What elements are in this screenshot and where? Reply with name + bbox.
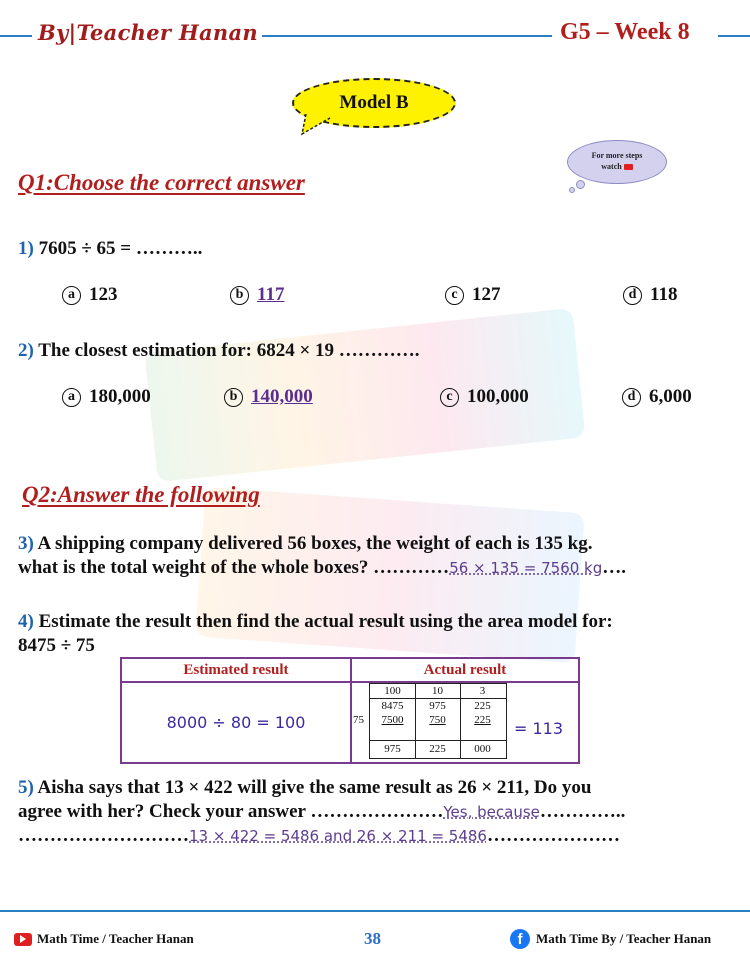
cloud-dot-1 bbox=[576, 180, 585, 189]
question-5-line3-start: ……………………… bbox=[18, 825, 189, 846]
question-4-line2: 8475 ÷ 75 bbox=[18, 635, 95, 656]
quotient-cell: 100 bbox=[384, 685, 401, 697]
dividend-cell: 975 bbox=[429, 700, 446, 712]
option-value: 180,000 bbox=[89, 386, 151, 407]
facebook-icon: f bbox=[510, 929, 530, 949]
youtube-icon bbox=[624, 164, 633, 170]
option-letter: a bbox=[62, 388, 81, 407]
q2-option-c[interactable] bbox=[440, 386, 529, 408]
option-letter: d bbox=[622, 388, 641, 407]
product-cell: 750 bbox=[429, 714, 446, 726]
question-5-line1: Aisha says that 13 × 422 will give the same result as 26 × 211, Do you bbox=[37, 777, 592, 798]
question-5-line3-end: ………………… bbox=[486, 825, 620, 846]
page-number: 38 bbox=[364, 929, 381, 948]
footer-facebook-text: Math Time By / Teacher Hanan bbox=[536, 931, 712, 946]
question-3-line1: A shipping company delivered 56 boxes, the weight of each is 135 kg. bbox=[37, 533, 593, 554]
option-letter: b bbox=[230, 286, 249, 305]
answer-3-handwritten: 56 × 135 = 7560 kg bbox=[449, 559, 603, 577]
remainder-cell: 975 bbox=[384, 743, 401, 755]
estimated-value: 8000 ÷ 80 = 100 bbox=[166, 713, 306, 732]
header-author: By|Teacher Hanan bbox=[38, 20, 258, 45]
option-letter: d bbox=[623, 286, 642, 305]
actual-value: = 113 bbox=[514, 719, 564, 738]
question-2 bbox=[18, 340, 420, 362]
header-line-middle bbox=[262, 35, 552, 37]
header-line-right bbox=[718, 35, 750, 37]
option-letter: a bbox=[62, 286, 81, 305]
quotient-cell: 3 bbox=[479, 685, 486, 697]
q2-title: Q2:Answer the following bbox=[22, 482, 260, 507]
option-letter: c bbox=[445, 286, 464, 305]
question-number: 5) bbox=[18, 777, 34, 798]
actual-header: Actual result bbox=[423, 662, 507, 678]
footer-facebook[interactable] bbox=[510, 929, 711, 949]
grid-row-line bbox=[370, 740, 506, 741]
footer-youtube-text: Math Time / Teacher Hanan bbox=[37, 931, 194, 946]
header-grade-week: G5 – Week 8 bbox=[560, 19, 690, 45]
q1-option-a[interactable] bbox=[62, 284, 118, 306]
area-model-table bbox=[120, 657, 580, 764]
option-value: 118 bbox=[650, 284, 678, 305]
question-1 bbox=[18, 238, 202, 260]
dividend-cell: 225 bbox=[474, 700, 491, 712]
answer-5-handwritten-2: 13 × 422 = 5486 and 26 × 211 = 5486 bbox=[189, 827, 487, 845]
question-5 bbox=[18, 776, 625, 848]
more-steps-line1: For more steps bbox=[591, 151, 643, 160]
bubble-tail bbox=[300, 112, 340, 136]
youtube-icon bbox=[14, 933, 32, 946]
option-value: 127 bbox=[472, 284, 501, 305]
question-3 bbox=[18, 532, 626, 580]
q2-option-a[interactable] bbox=[62, 386, 151, 408]
grid-col-line bbox=[415, 684, 416, 758]
footer-youtube[interactable] bbox=[14, 931, 194, 947]
question-4 bbox=[18, 610, 613, 658]
footer-line bbox=[0, 910, 750, 912]
cloud-dot-2 bbox=[569, 187, 575, 193]
question-5-line2-end: ………….. bbox=[539, 801, 626, 822]
more-steps-cloud[interactable] bbox=[567, 140, 667, 184]
dividend-cell: 8475 bbox=[381, 700, 404, 712]
option-value: 6,000 bbox=[649, 386, 692, 407]
question-number: 2) bbox=[18, 340, 34, 361]
table-column-divider bbox=[350, 659, 352, 762]
model-label: Model B bbox=[339, 92, 409, 113]
question-3-line2: what is the total weight of the whole boxes? ………… bbox=[18, 557, 450, 578]
q2-option-d[interactable] bbox=[622, 386, 692, 408]
question-text: 7605 ÷ 65 = ……….. bbox=[38, 238, 203, 259]
q2-option-b[interactable] bbox=[224, 386, 313, 408]
answer-5-handwritten-1: Yes, because bbox=[443, 803, 540, 821]
option-value-selected: 140,000 bbox=[251, 386, 313, 407]
header-line-left bbox=[0, 35, 32, 37]
option-value: 123 bbox=[89, 284, 118, 305]
question-text: The closest estimation for: 6824 × 19 …………. bbox=[38, 340, 420, 361]
question-4-line1: Estimate the result then find the actual result using the area model for: bbox=[38, 611, 613, 632]
estimated-header: Estimated result bbox=[183, 662, 289, 678]
option-letter: b bbox=[224, 388, 243, 407]
option-value-selected: 117 bbox=[257, 284, 285, 305]
q1-option-c[interactable] bbox=[445, 284, 501, 306]
question-3-tail: …. bbox=[602, 557, 627, 578]
question-number: 4) bbox=[18, 611, 34, 632]
q1-title: Q1:Choose the correct answer bbox=[18, 170, 305, 195]
q1-option-b[interactable] bbox=[230, 284, 284, 306]
grid-col-line bbox=[460, 684, 461, 758]
question-5-line2-start: agree with her? Check your answer ………………… bbox=[18, 801, 444, 822]
more-steps-line2: watch bbox=[601, 162, 622, 171]
grid-row-line bbox=[370, 698, 506, 699]
product-cell: 225 bbox=[474, 714, 491, 726]
quotient-cell: 10 bbox=[432, 685, 443, 697]
question-number: 1) bbox=[18, 238, 34, 259]
area-model-grid bbox=[369, 683, 507, 759]
option-value: 100,000 bbox=[467, 386, 529, 407]
remainder-cell: 225 bbox=[429, 743, 446, 755]
question-number: 3) bbox=[18, 533, 34, 554]
product-cell: 7500 bbox=[381, 714, 404, 726]
option-letter: c bbox=[440, 388, 459, 407]
area-model-divisor: 75 bbox=[353, 714, 364, 726]
remainder-cell: 000 bbox=[474, 743, 491, 755]
q1-option-d[interactable] bbox=[623, 284, 677, 306]
